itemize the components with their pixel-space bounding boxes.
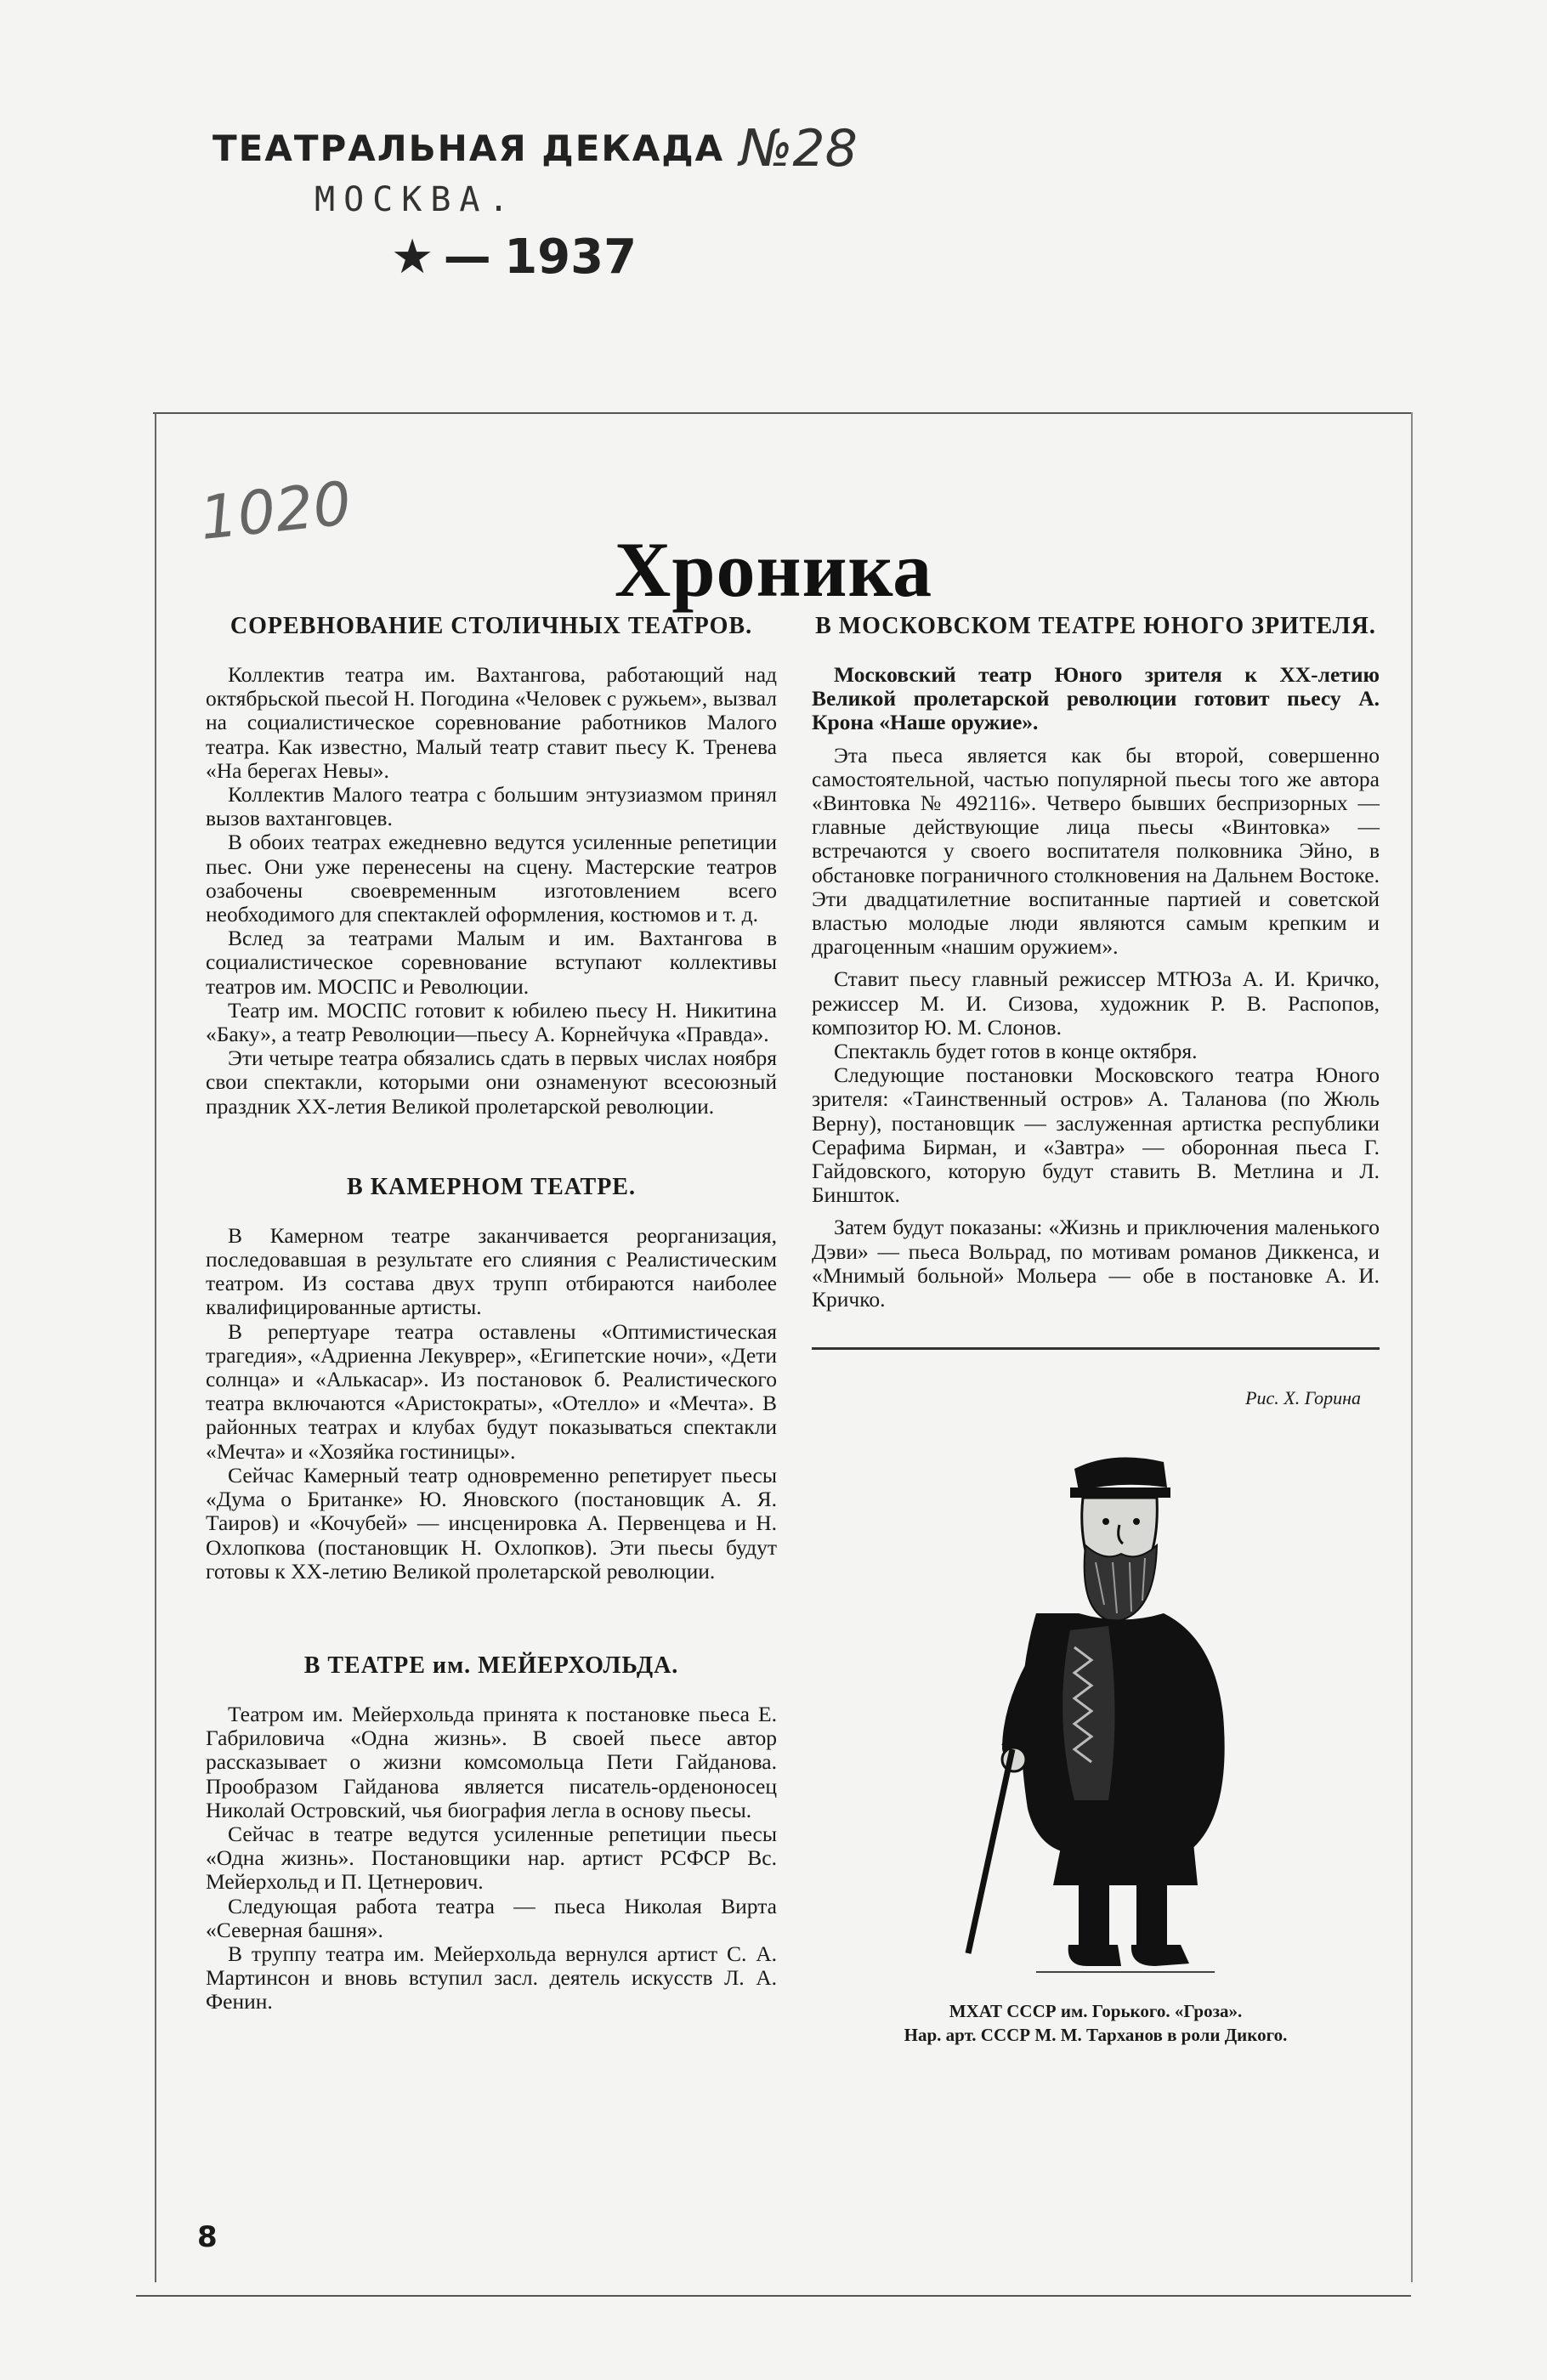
paragraph: Театром им. Мейерхольда принята к постановке пьеса Е. Габриловича «Одна жизнь». В своей пьесе автор рассказывает о жизни комсомольца Пети Гайданова. Прообразом Гайданова является писатель-орденоносец Николай Островский, чья биография легла в основу пьесы. xyxy=(206,1701,777,1822)
section-competition xyxy=(206,612,777,1119)
paragraph: Спектакль будет готов в конце октября. xyxy=(834,1039,1198,1064)
paragraph: Ставит пьесу главный режиссер МТЮЗа А. И. Кричко, режиссер М. И. Сизова, художник Р. В. Распопов, композитор Ю. М. Слонов. xyxy=(812,966,1380,1040)
paragraph: В Камерном театре заканчивается реорганизация, последовавшая в результате его слияния с Реалистическим театром. Из состава двух трупп отбираются наиболее квалифицированные артисты. xyxy=(206,1222,777,1320)
section-chamber-theatre xyxy=(206,1173,777,1584)
paragraph: Сейчас Камерный театр одновременно репетирует пьесы «Дума о Британке» Ю. Яновского (постановщик А. Я. Таиров) и «Кочубей» — инсценировка А. Первенцева и Н. Охлопкова (постановщик Н. Охлопков). Эти пьесы будут готовы к XX-летию Великой пролетарской революции. xyxy=(206,1462,777,1584)
paragraph: Театр им. МОСПС готовит к юбилею пьесу Н. Никитина «Баку», а театр Революции—пьесу А. Корнейчука «Правда». xyxy=(206,997,777,1047)
paragraph: Вслед за театрами Малым и им. Вахтангова в социалистическое соревнование вступают коллективы театров им. МОСПС и Революции. xyxy=(206,926,777,999)
stamp-date-marks: ★ — xyxy=(391,230,488,285)
paragraph: Эти четыре театра обязались сдать в первых числах ноября свои спектакли, которыми они ознаменуют всесоюзный праздник XX-летия Великой пролетарской революции. xyxy=(206,1046,777,1119)
section-heading: СОРЕВНОВАНИЕ СТОЛИЧНЫХ ТЕАТРОВ. xyxy=(230,613,753,639)
section-heading: В МОСКОВСКОМ ТЕАТРЕ ЮНОГО ЗРИТЕЛЯ. xyxy=(815,613,1376,639)
page-number: 8 xyxy=(197,2220,218,2254)
page-title: Хроника xyxy=(614,525,933,613)
stamp-issue-number: №28 xyxy=(740,119,858,178)
illustration-caption xyxy=(812,1999,1380,2047)
stamp-publication: ТЕАТРАЛЬНАЯ ДЕКАДА xyxy=(212,128,725,169)
archive-stamp xyxy=(212,119,858,314)
section-heading: В КАМЕРНОМ ТЕАТРЕ. xyxy=(347,1173,636,1200)
paragraph: Сейчас в театре ведутся усиленные репетиции пьесы «Одна жизнь». Постановщики нар. артист РСФСР Вс. Мейерхольд и П. Цетнерович. xyxy=(206,1821,777,1895)
illustration-credit: Рис. Х. Горина xyxy=(1245,1387,1361,1409)
clipping-edge-top xyxy=(153,412,1411,414)
lead-paragraph: Московский театр Юного зрителя к XX-летию Великой пролетарской революции готовит пьесу А. Крона «Наше оружие». xyxy=(812,662,1380,735)
handwritten-marginal-note: 1020 xyxy=(196,468,354,554)
caption-line-1: МХАТ СССР им. Горького. «Гроза». xyxy=(949,2001,1243,2022)
clipping-edge-bottom xyxy=(136,2295,1411,2297)
left-column xyxy=(206,612,777,2014)
paragraph: Эта пьеса является как бы второй, совершенно самостоятельной, частью популярной пьесы того же автора «Винтовка № 492116». Четверо бывших беспризорных — главные действующие лица пьесы «Винтовка» — встречаются у своего воспитателя полковника Эйно, в обстановке пограничного столкновения на Дальнем Востоке. Эти двадцатилетние воспитанные партией и советской властью молодые люди являются самым крепким и драгоценным «нашим оружием». xyxy=(812,742,1380,960)
paragraph: Коллектив Малого театра с большим энтузиазмом принял вызов вахтанговцев. xyxy=(206,782,777,831)
section-youth-theatre xyxy=(812,612,1380,1312)
paragraph: Затем будут показаны: «Жизнь и приключения маленького Дэви» — пьеса Вольрад, по мотивам романов Диккенса, и «Мнимый больной» Мольера — обе в постановке А. И. Кричко. xyxy=(812,1215,1380,1312)
paragraph: Следующая работа театра — пьеса Николая Вирта «Северная башня». xyxy=(206,1893,777,1942)
paragraph: В обоих театрах ежедневно ведутся усиленные репетиции пьес. Они уже перенесены на сцену. Мастерские театров озабочены своевременным изготовлением всего необходимого для спектаклей оформления, костюмов и т. д. xyxy=(206,830,777,927)
stamp-city: МОСКВА. xyxy=(314,180,518,219)
paragraph: В труппу театра им. Мейерхольда вернулся артист С. А. Мартинсон и вновь вступил засл. деятель искусств Л. А. Фенин. xyxy=(206,1941,777,2014)
paragraph: В репертуаре театра оставлены «Оптимистическая трагедия», «Адриенна Лекуврер», «Египетские ночи», «Дети солнца» и «Алькасар». Из постановок б. Реалистического театра включаются «Аристократы», «Отелло» и «Мечта». В районных театрах и клубах будут показываться спектакли «Мечта» и «Хозяйка гостиницы». xyxy=(206,1318,777,1464)
stamp-date xyxy=(391,230,637,285)
stamp-year: 1937 xyxy=(504,230,638,285)
clipping-edge-left xyxy=(155,412,156,2282)
section-divider xyxy=(812,1347,1380,1350)
section-meyerhold-theatre xyxy=(206,1652,777,2014)
caption-line-2: Нар. арт. СССР М. М. Тарханов в роли Дикого. xyxy=(904,2025,1288,2046)
paragraph: Следующие постановки Московского театра Юного зрителя: «Таинственный остров» А. Таланова (по Жюль Верну), постановщик — заслуженная артистка республики Серафима Бирман, и «Завтра» — оборонная пьеса Г. Гайдовского, которую будут ставить В. Метлина и Л. Биншток. xyxy=(812,1062,1380,1208)
paragraph: Коллектив театра им. Вахтангова, работающий над октябрьской пьесой Н. Погодина «Человек с ружьем», вызвал на социалистическое соревнование работников Малого театра. Как известно, Малый театр ставит пьесу К. Тренева «На берегах Невы». xyxy=(206,662,777,783)
clipping-edge-right xyxy=(1411,412,1413,2282)
caricature-illustration xyxy=(909,1443,1283,1987)
right-column xyxy=(812,612,1380,2047)
section-heading: В ТЕАТРЕ им. МЕЙЕРХОЛЬДА. xyxy=(303,1652,679,1679)
